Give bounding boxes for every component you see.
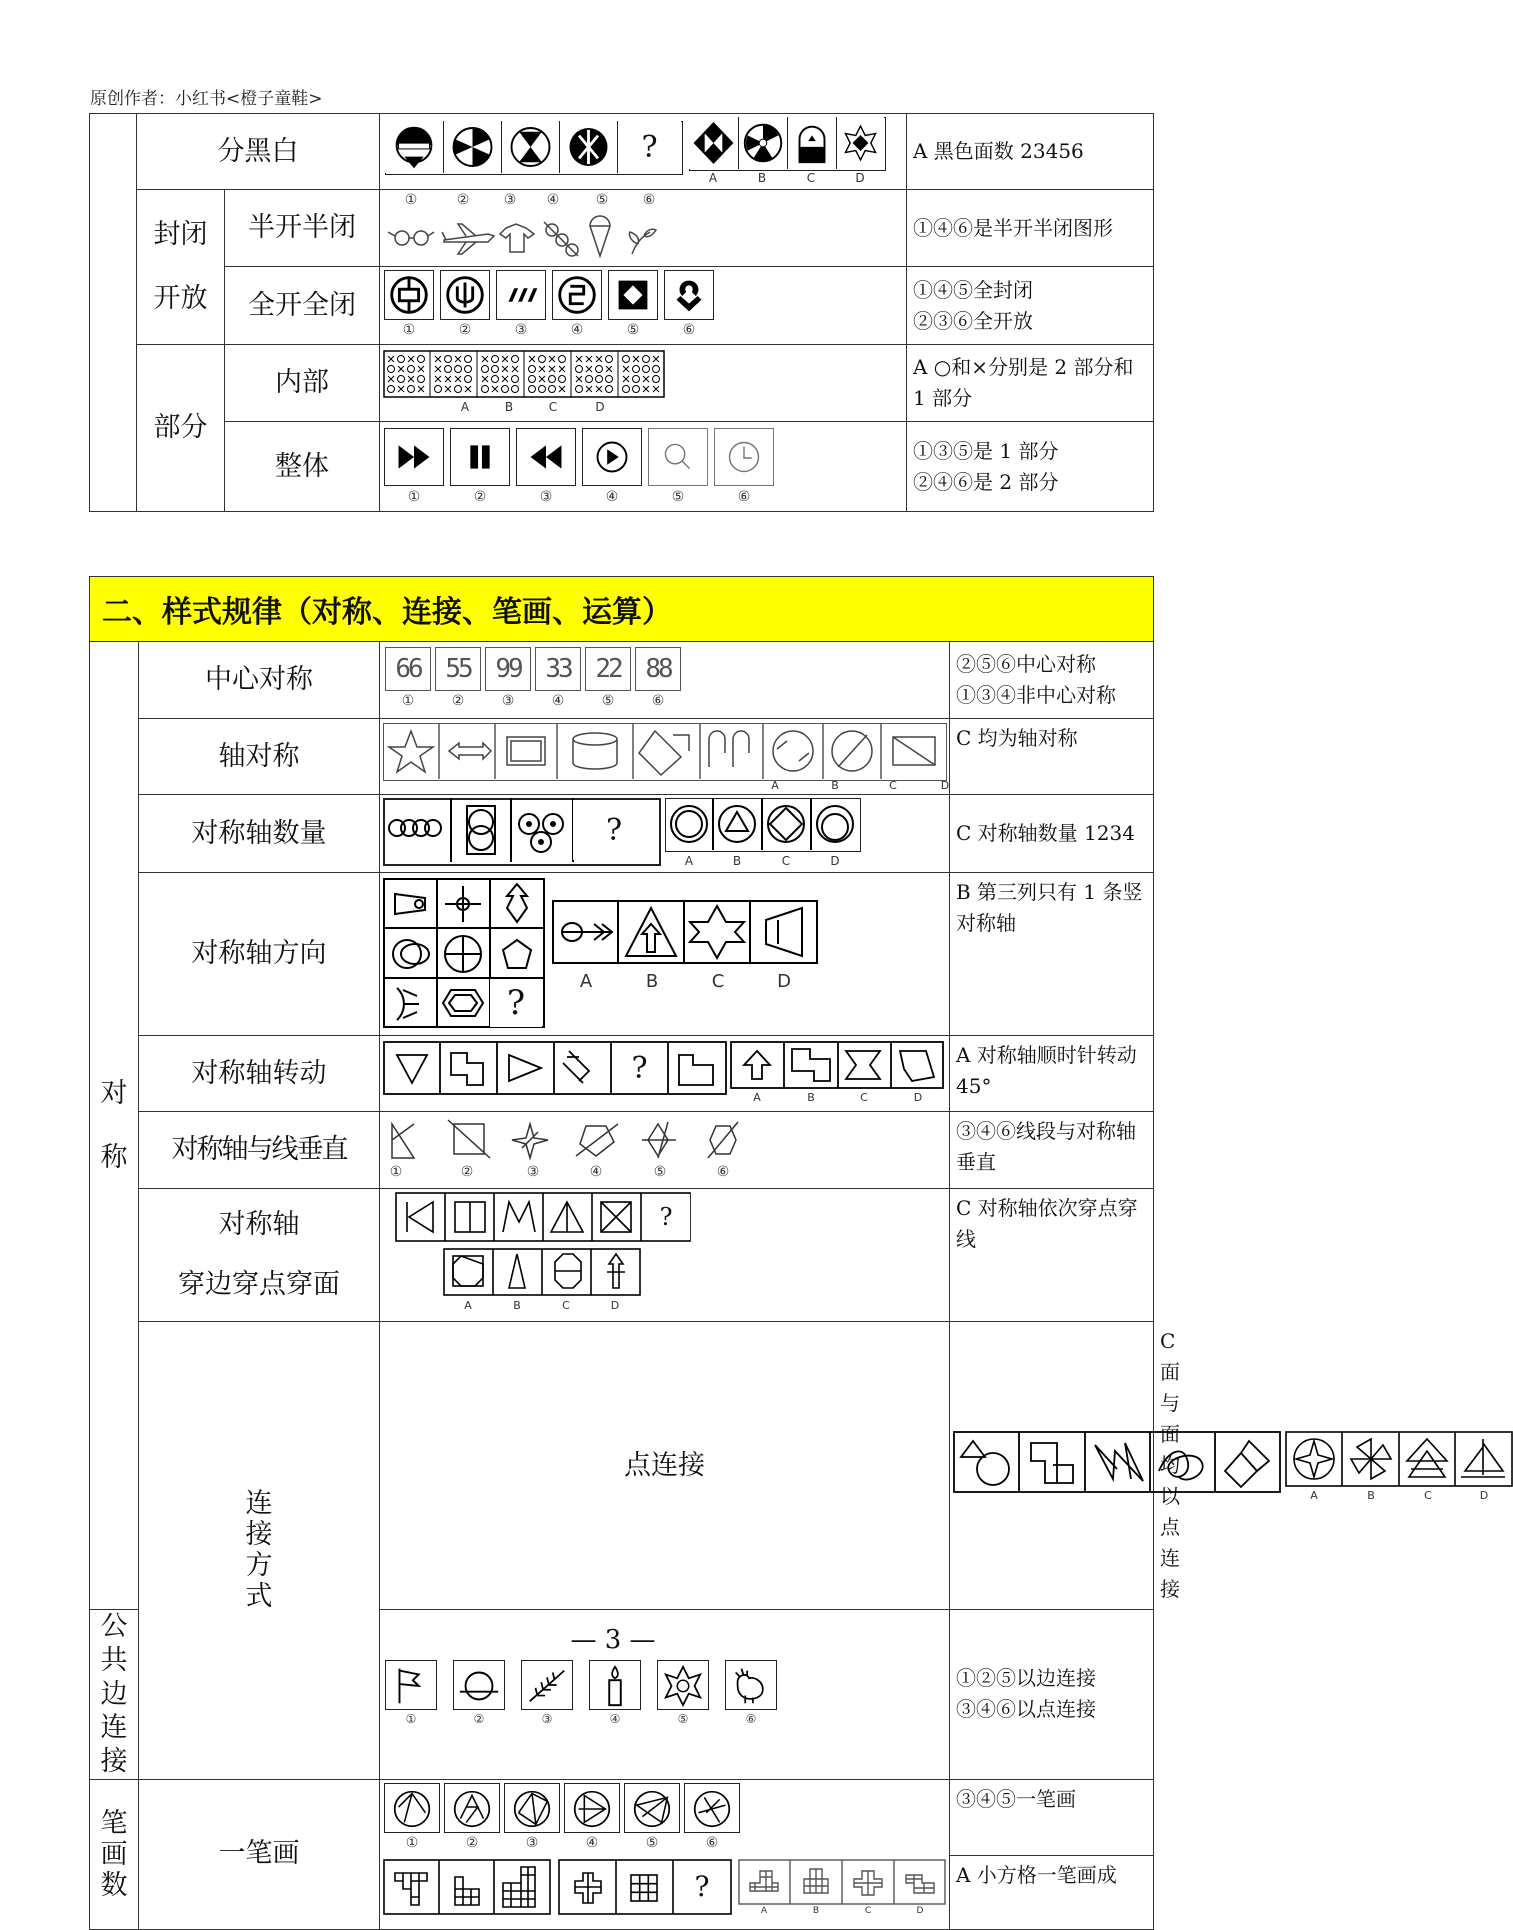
full-fig-4 xyxy=(552,270,602,320)
figure-one-stroke-1 xyxy=(380,1779,950,1856)
figure-full-open xyxy=(380,267,907,345)
axis-direction-question-mark: ? xyxy=(490,979,542,1027)
point-connect-label-c: C xyxy=(1424,1488,1432,1502)
inner-label-b: B xyxy=(504,400,514,414)
axis-through-label-c: C xyxy=(562,1299,570,1312)
bw-option-a xyxy=(689,117,738,169)
whole-num-3: ③ xyxy=(539,489,553,505)
grid-stroke-options xyxy=(738,1859,946,1905)
label-black-white: 分黑白 xyxy=(137,114,380,190)
note-black-white: A 黑色面数 23456 xyxy=(907,114,1154,190)
axis-through-options xyxy=(443,1248,641,1296)
bw-question-mark: ? xyxy=(617,121,681,173)
axis-rotation-sequence xyxy=(383,1041,727,1095)
bw-option-d xyxy=(836,117,884,169)
one-stroke-figure xyxy=(504,1783,560,1833)
label-axis-count: 对称轴数量 xyxy=(139,795,380,873)
section1-table xyxy=(89,113,1154,512)
perp-num-6: ⑥ xyxy=(716,1164,730,1180)
label-whole: 整体 xyxy=(225,422,380,512)
full-fig-6 xyxy=(664,270,714,320)
edge-fig-4 xyxy=(589,1660,641,1710)
axis-count-question-mark: ? xyxy=(573,800,655,860)
one-stroke-figure xyxy=(624,1783,680,1833)
bw-fig-1 xyxy=(385,121,443,173)
central-num: ④ xyxy=(551,693,565,709)
whole-fig-6 xyxy=(714,428,774,486)
bw-label-a: A xyxy=(708,171,718,185)
bw-fig-2 xyxy=(443,121,501,173)
whole-num-2: ② xyxy=(473,489,487,505)
axis-count-options xyxy=(665,798,859,850)
note-axis-count: C 对称轴数量 1234 xyxy=(950,795,1154,873)
grid-stroke-label-c: C xyxy=(864,1905,872,1916)
axis-figures xyxy=(383,723,945,779)
whole-num-1: ① xyxy=(407,489,421,505)
section2-banner-row xyxy=(90,577,1154,642)
axis-rotation-label-d: D xyxy=(913,1091,923,1104)
row-half-open xyxy=(90,190,1154,267)
point-connect-label-a: A xyxy=(1310,1488,1318,1502)
label-axis-perpendicular: 对称轴与线垂直 xyxy=(139,1112,380,1189)
note-axis-rotation: A 对称轴顺时针转动 45° xyxy=(950,1036,1154,1112)
perp-num-4: ④ xyxy=(589,1164,603,1180)
half-num-2: ② xyxy=(456,192,470,208)
full-fig-1 xyxy=(384,270,434,320)
inner-grid-svg xyxy=(383,350,665,398)
whole-num-6: ⑥ xyxy=(737,489,751,505)
bw-label-c: C xyxy=(806,171,816,185)
note-whole-1: ①③⑤是 1 部分 xyxy=(913,438,1059,463)
note-axis-direction: B 第三列只有 1 条竖对称轴 xyxy=(950,873,1154,1036)
label-axis: 轴对称 xyxy=(139,719,380,795)
note-central-1: ②⑤⑥中心对称 xyxy=(956,652,1096,676)
axis-direction-label-a: A xyxy=(579,971,593,992)
group-strokes: 笔 画 数 xyxy=(90,1779,139,1929)
label-half-open: 半开半闭 xyxy=(225,190,380,267)
row-axis-direction xyxy=(90,873,1154,1036)
note-half-open: ①④⑥是半开半闭图形 xyxy=(907,190,1154,267)
figure-point-connect xyxy=(950,1322,1489,1610)
full-num-5: ⑤ xyxy=(626,322,640,338)
central-num: ② xyxy=(451,693,465,709)
bw-label-d: D xyxy=(855,171,865,185)
point-connect-label-b: B xyxy=(1367,1488,1375,1502)
grid-stroke-question-mark: ? xyxy=(674,1861,730,1913)
half-num-3: ③ xyxy=(503,192,517,208)
axis-direction-label-c: C xyxy=(711,971,725,992)
one-stroke-num: ③ xyxy=(525,1834,539,1851)
axis-rotation-label-b: B xyxy=(807,1091,815,1104)
label-one-stroke: 一笔画 xyxy=(139,1779,380,1929)
whole-fig-4 xyxy=(582,428,642,486)
row-axis-through xyxy=(90,1189,1154,1322)
one-stroke-num: ⑥ xyxy=(705,1834,719,1851)
point-connect-options xyxy=(1285,1431,1513,1487)
page-number: — 3 — xyxy=(570,1625,656,1655)
note-one-stroke-2: A 小方格一笔画成 xyxy=(950,1856,1154,1930)
grid-stroke-label-a: A xyxy=(760,1905,768,1916)
note-one-stroke-1: ③④⑤一笔画 xyxy=(950,1779,1154,1856)
central-num: ① xyxy=(401,693,415,709)
label-point-connect: 点连接 xyxy=(380,1322,950,1610)
one-stroke-figure xyxy=(684,1783,740,1833)
bw-fig-3 xyxy=(501,121,559,173)
edge-fig-3 xyxy=(521,1660,573,1710)
whole-num-4: ④ xyxy=(605,489,619,505)
label-edge-connect: 公共边连接 xyxy=(90,1610,139,1780)
axis-through-question-mark: ? xyxy=(642,1194,690,1240)
full-num-1: ① xyxy=(402,322,416,338)
figure-axis-direction xyxy=(380,873,950,1036)
figure-axis-perpendicular xyxy=(380,1112,950,1189)
central-glyph-box: 88 xyxy=(635,647,681,691)
note-full-open xyxy=(907,267,1154,345)
grid-stroke-label-b: B xyxy=(812,1905,820,1916)
edge-num-1: ① xyxy=(405,1712,417,1727)
axis-label-d: D xyxy=(940,779,950,792)
half-num-6: ⑥ xyxy=(642,192,656,208)
section2-table xyxy=(89,576,1489,1930)
one-stroke-figure xyxy=(444,1783,500,1833)
label-inner: 内部 xyxy=(225,345,380,422)
perp-num-1: ① xyxy=(389,1164,403,1180)
full-fig-2 xyxy=(440,270,490,320)
half-open-figures xyxy=(388,216,678,260)
edge-fig-2 xyxy=(453,1660,505,1710)
full-fig-5 xyxy=(608,270,658,320)
figure-one-stroke-2 xyxy=(380,1856,950,1930)
one-stroke-num: ① xyxy=(405,1834,419,1851)
one-stroke-num: ④ xyxy=(585,1834,599,1851)
edge-fig-5 xyxy=(657,1660,709,1710)
central-glyph-box: 33 xyxy=(535,647,581,691)
central-glyph-box: 22 xyxy=(585,647,631,691)
half-num-4: ④ xyxy=(546,192,560,208)
figure-half-open xyxy=(380,190,907,267)
whole-fig-5 xyxy=(648,428,708,486)
axis-count-label-c: C xyxy=(781,854,791,868)
axis-rotation-options xyxy=(730,1041,944,1089)
one-stroke-figure xyxy=(384,1783,440,1833)
central-glyph-box: 55 xyxy=(435,647,481,691)
perp-num-5: ⑤ xyxy=(653,1164,667,1180)
row-axis xyxy=(90,719,1154,795)
note-axis: C 均为轴对称 xyxy=(950,719,1154,795)
full-fig-3 xyxy=(496,270,546,320)
edge-num-5: ⑤ xyxy=(677,1712,689,1727)
note-edge-connect-1: ①②⑤以边连接 xyxy=(956,1666,1096,1691)
bw-label-b: B xyxy=(757,171,767,185)
one-stroke-figure xyxy=(564,1783,620,1833)
figure-black-white xyxy=(380,114,907,190)
blank-group-cell xyxy=(90,114,137,512)
full-num-4: ④ xyxy=(570,322,584,338)
axis-direction-options xyxy=(552,900,818,964)
full-num-6: ⑥ xyxy=(682,322,696,338)
inner-grid-figures xyxy=(380,345,906,421)
note-axis-through: C 对称轴依次穿点穿线 xyxy=(950,1189,1154,1322)
central-figures xyxy=(380,642,949,718)
label-central: 中心对称 xyxy=(139,642,380,719)
note-central-2: ①③④非中心对称 xyxy=(956,683,1116,707)
full-num-2: ② xyxy=(458,322,472,338)
note-whole-2: ②④⑥是 2 部分 xyxy=(913,469,1059,494)
figure-whole xyxy=(380,422,907,512)
one-stroke-figures xyxy=(380,1780,949,1856)
axis-label-c: C xyxy=(889,779,897,792)
point-connect-sequence xyxy=(953,1431,1281,1493)
central-glyph-box: 66 xyxy=(385,647,431,691)
section2-title: 二、样式规律（对称、连接、笔画、运算） xyxy=(90,577,1154,642)
point-connect-label-d: D xyxy=(1479,1488,1489,1502)
inner-label-d: D xyxy=(595,400,605,414)
row-inner xyxy=(90,345,1154,422)
central-glyph-box: 99 xyxy=(485,647,531,691)
label-full-open: 全开全闭 xyxy=(225,267,380,345)
perp-num-2: ② xyxy=(460,1164,474,1180)
row-black-white xyxy=(90,114,1154,190)
edge-num-2: ② xyxy=(473,1712,485,1727)
figure-axis xyxy=(380,719,950,795)
bw-option-b xyxy=(738,117,787,169)
perp-num-3: ③ xyxy=(526,1164,540,1180)
full-num-3: ③ xyxy=(514,322,528,338)
whole-num-5: ⑤ xyxy=(671,489,685,505)
central-num: ③ xyxy=(501,693,515,709)
note-full-open-1: ①④⑤全封闭 xyxy=(913,277,1033,302)
axis-rotation-label-c: C xyxy=(860,1091,868,1104)
note-axis-perpendicular: ③④⑥线段与对称轴垂直 xyxy=(950,1112,1154,1189)
group-parts: 部分 xyxy=(137,345,225,512)
row-one-stroke-1 xyxy=(90,1779,1154,1856)
row-whole xyxy=(90,422,1154,512)
axis-label-b: B xyxy=(831,779,839,792)
axis-direction-label-b: B xyxy=(645,971,659,992)
note-whole xyxy=(907,422,1154,512)
note-edge-connect-2: ③④⑥以点连接 xyxy=(956,1697,1096,1722)
axis-count-label-d: D xyxy=(830,854,840,868)
axis-through-label-a: A xyxy=(464,1299,472,1312)
bw-fig-4 xyxy=(559,121,617,173)
axis-rotation-label-a: A xyxy=(753,1091,761,1104)
bw-option-c xyxy=(787,117,836,169)
note-central xyxy=(950,642,1154,719)
whole-fig-3 xyxy=(516,428,576,486)
figure-central xyxy=(380,642,950,719)
edge-fig-6 xyxy=(725,1660,777,1710)
edge-num-3: ③ xyxy=(541,1712,553,1727)
axis-perpendicular-figures xyxy=(386,1118,742,1162)
group-symmetry: 对 称 xyxy=(90,642,139,1610)
edge-fig-1 xyxy=(385,1660,437,1710)
axis-through-label-b: B xyxy=(513,1299,521,1312)
one-stroke-num: ② xyxy=(465,1834,479,1851)
figure-axis-through xyxy=(380,1189,950,1322)
axis-count-label-a: A xyxy=(684,854,694,868)
label-axis-through xyxy=(139,1189,380,1322)
whole-fig-1 xyxy=(384,428,444,486)
inner-label-c: C xyxy=(548,400,558,414)
central-num: ⑤ xyxy=(601,693,615,709)
row-full-open xyxy=(90,267,1154,345)
row-central xyxy=(90,642,1154,719)
label-axis-through-2: 穿边穿点穿面 xyxy=(178,1269,340,1300)
note-full-open-2: ②③⑥全开放 xyxy=(913,308,1033,333)
central-num: ⑥ xyxy=(651,693,665,709)
edge-num-4: ④ xyxy=(609,1712,621,1727)
label-axis-through-1: 对称轴 xyxy=(218,1209,300,1241)
half-num-5: ⑤ xyxy=(595,192,609,208)
figure-axis-rotation xyxy=(380,1036,950,1112)
axis-rotation-question-mark: ? xyxy=(612,1043,667,1093)
row-axis-count xyxy=(90,795,1154,873)
axis-through-label-d: D xyxy=(610,1299,620,1312)
edge-num-6: ⑥ xyxy=(745,1712,757,1727)
inner-label-a: A xyxy=(460,400,470,414)
axis-label-a: A xyxy=(771,779,779,792)
label-axis-direction: 对称轴方向 xyxy=(139,873,380,1036)
one-stroke-num: ⑤ xyxy=(645,1834,659,1851)
figure-inner xyxy=(380,345,907,422)
row-axis-perpendicular xyxy=(90,1112,1154,1189)
group-closed-open: 封闭 开放 xyxy=(137,190,225,345)
grid-stroke-label-d: D xyxy=(916,1905,924,1916)
half-num-1: ① xyxy=(404,192,418,208)
figure-axis-count xyxy=(380,795,950,873)
axis-direction-label-d: D xyxy=(777,971,791,992)
author-credit: 原创作者：小红书<橙子童鞋> xyxy=(90,89,323,109)
row-axis-rotation xyxy=(90,1036,1154,1112)
group-connect: 连 接 方 式 xyxy=(139,1322,380,1780)
label-axis-rotation: 对称轴转动 xyxy=(139,1036,380,1112)
whole-fig-2 xyxy=(450,428,510,486)
axis-count-label-b: B xyxy=(732,854,742,868)
note-inner: A ○和×分别是 2 部分和 1 部分 xyxy=(907,345,1154,422)
row-point-connect: 连 接 方 式 点连接 A B C D C 面与面均以点连接 xyxy=(90,1322,1154,1610)
